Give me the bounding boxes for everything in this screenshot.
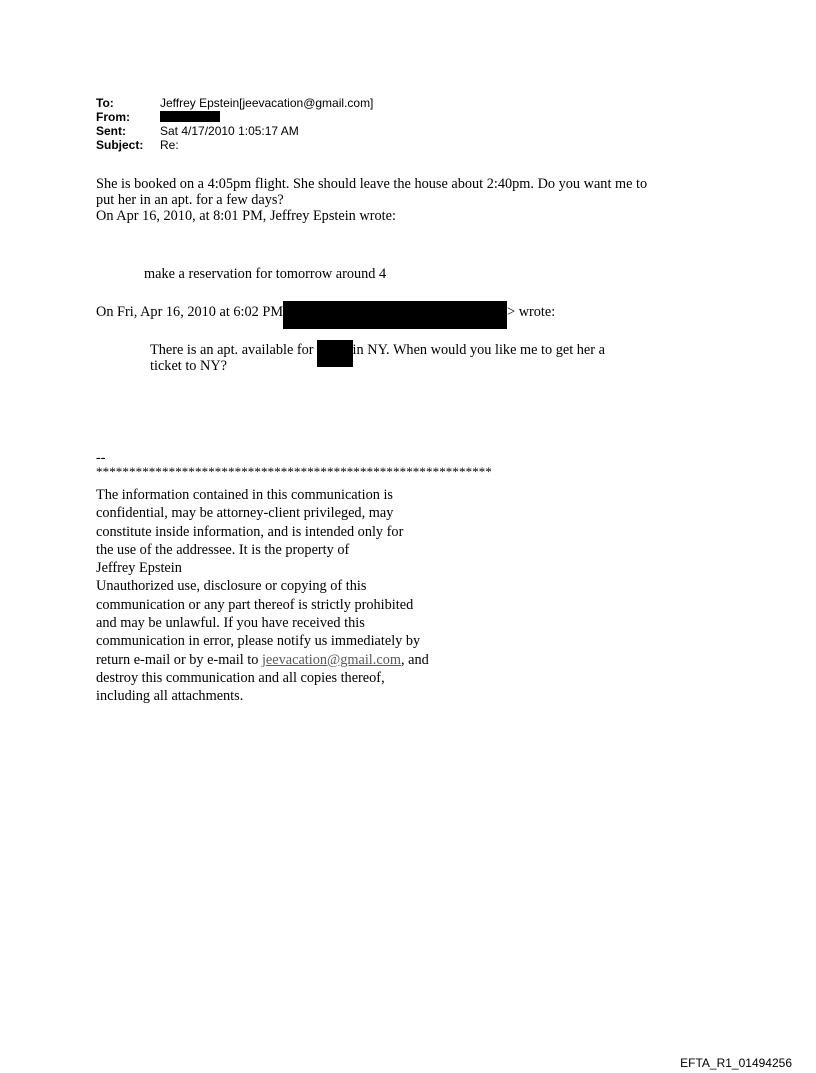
quoted-text-after: in NY. When would you like me to get her a (352, 342, 605, 358)
disclaimer-line: Unauthorized use, disclosure or copying of this (96, 578, 367, 595)
sent-label: Sent: (96, 124, 126, 138)
sent-value: Sat 4/17/2010 1:05:17 AM (160, 124, 299, 138)
subject-label: Subject: (96, 138, 144, 152)
attribution-prefix: On Fri, Apr 16, 2010 at 6:02 PM (96, 304, 284, 320)
disclaimer-line: constitute inside information, and is intended only for (96, 523, 404, 540)
message-line: On Apr 16, 2010, at 8:01 PM, Jeffrey Epstein wrote: (96, 208, 396, 224)
disclaimer-text: return e-mail or by e-mail to (96, 651, 262, 668)
subject-value: Re: (160, 138, 179, 152)
quoted-line: make a reservation for tomorrow around 4 (144, 266, 387, 282)
disclaimer-text: , and (400, 651, 429, 668)
from-row (96, 110, 373, 124)
quoted-message-1 (144, 266, 386, 282)
quoted-line (150, 340, 605, 358)
disclaimer-line (96, 651, 429, 669)
to-value: Jeffrey Epstein[jeevacation@gmail.com] (160, 96, 374, 110)
disclaimer-line: confidential, may be attorney-client privileged, may (96, 505, 394, 522)
sent-row (96, 124, 373, 138)
email-header (96, 96, 373, 152)
disclaimer-line: Jeffrey Epstein (96, 560, 182, 577)
disclaimer-line: communication in error, please notify us immediately by (96, 633, 421, 650)
disclaimer-line: the use of the addressee. It is the property of (96, 541, 350, 558)
to-row (96, 96, 373, 110)
quoted-line: ticket to NY? (150, 358, 228, 374)
disclaimer-line: The information contained in this communication is (96, 487, 393, 503)
quote-attribution (96, 301, 555, 329)
disclaimer-line: including all attachments. (96, 688, 244, 705)
name-redaction (317, 340, 353, 367)
quoted-message-2 (150, 340, 605, 374)
document-id: EFTA_R1_01494256 (680, 1056, 792, 1070)
message-line: put her in an apt. for a few days? (96, 192, 284, 208)
attribution-suffix: > wrote: (507, 304, 556, 320)
disclaimer-line: and may be unlawful. If you have received this (96, 615, 365, 632)
signature-dashes: -- (96, 450, 106, 466)
disclaimer-line: destroy this communication and all copies thereof, (96, 669, 385, 686)
sender-redaction (283, 301, 507, 329)
disclaimer-line: communication or any part thereof is strictly prohibited (96, 596, 414, 613)
message-body (96, 176, 647, 224)
subject-row (96, 138, 373, 152)
from-label: From: (96, 110, 130, 124)
signature-separator: ************************************************************ (96, 464, 492, 479)
to-label: To: (96, 96, 114, 110)
quoted-text-before: There is an apt. available for (150, 342, 314, 358)
email-link[interactable]: jeevacation@gmail.com (261, 651, 401, 668)
confidentiality-disclaimer (96, 486, 429, 706)
message-line: She is booked on a 4:05pm flight. She should leave the house about 2:40pm. Do you want me to (96, 176, 648, 192)
from-redaction (160, 111, 220, 122)
